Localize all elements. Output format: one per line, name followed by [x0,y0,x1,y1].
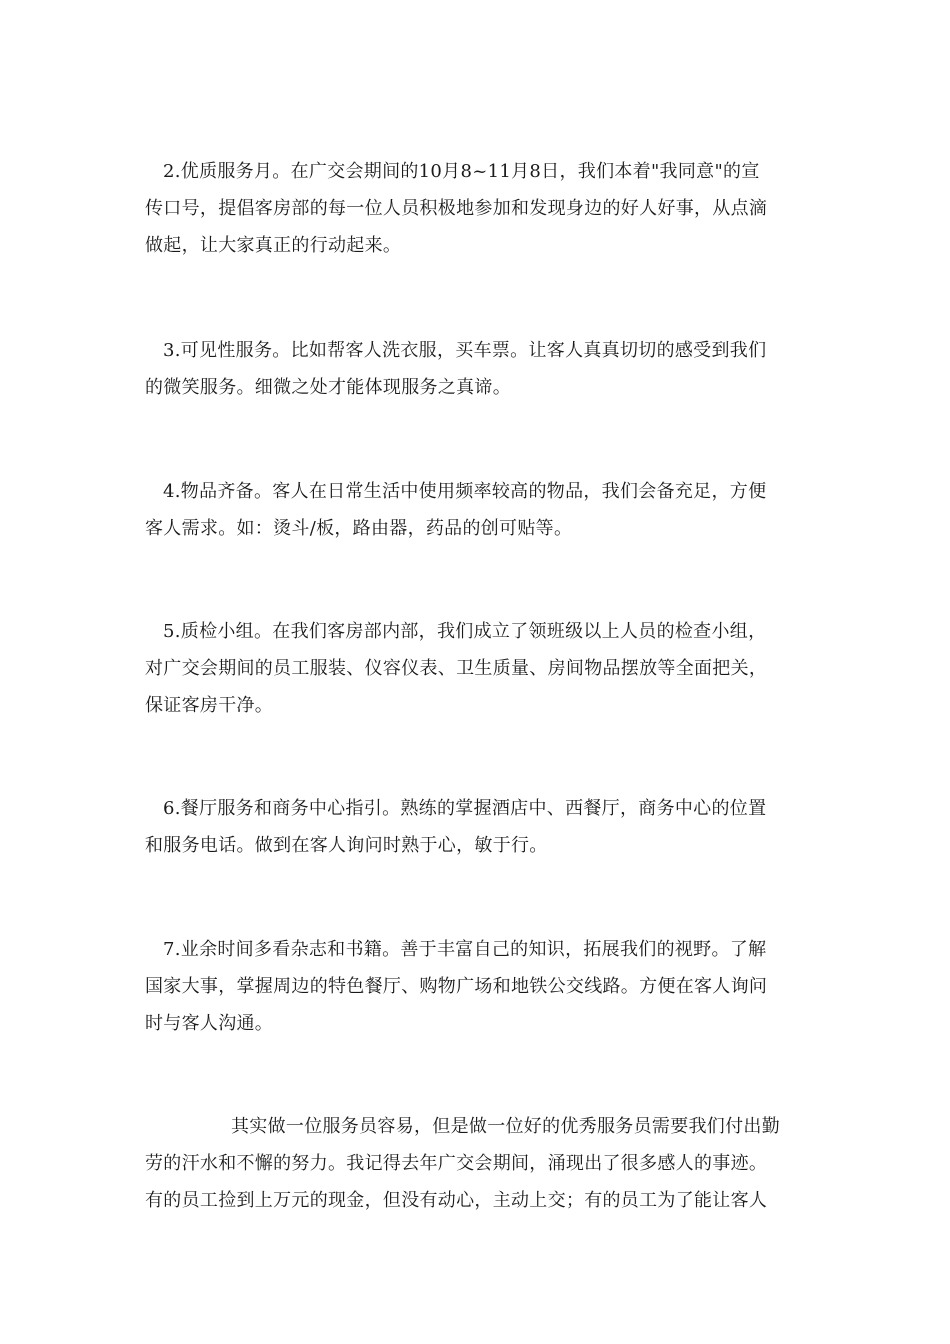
paragraph-item-6 [145,790,810,864]
text-line: 2.优质服务月。在广交会期间的10月8~11月8日，我们本着"我同意"的宣 [163,161,760,182]
text-line: 对广交会期间的员工服装、仪容仪表、卫生质量、房间物品摆放等全面把关， [145,658,768,679]
text-line: 国家大事，掌握周边的特色餐厅、购物广场和地铁公交线路。方便在客人询问 [145,976,768,997]
text-line: 的微笑服务。细微之处才能体现服务之真谛。 [145,377,511,398]
text-line: 有的员工捡到上万元的现金，但没有动心，主动上交；有的员工为了能让客人 [145,1190,768,1211]
paragraph-item-2 [145,153,810,264]
text-line: 时与客人沟通。 [145,1013,274,1034]
text-line: 客人需求。如：烫斗/板，路由器，药品的创可贴等。 [145,518,573,539]
text-line: 保证客房干净。 [145,695,274,716]
paragraph-item-7 [145,931,810,1042]
text-line: 3.可见性服务。比如帮客人洗衣服，买车票。让客人真真切切的感受到我们 [163,340,767,361]
text-line: 5.质检小组。在我们客房部内部，我们成立了领班级以上人员的检查小组， [163,621,767,642]
text-line: 7.业余时间多看杂志和书籍。善于丰富自己的知识，拓展我们的视野。了解 [163,939,767,960]
paragraph-item-3 [145,332,810,406]
text-line: 传口号，提倡客房部的每一位人员积极地参加和发现身边的好人好事，从点滴 [145,198,768,219]
text-line: 6.餐厅服务和商务中心指引。熟练的掌握酒店中、西餐厅，商务中心的位置 [163,798,767,819]
paragraph-item-4 [145,473,810,547]
paragraph-closing [145,1108,810,1219]
text-line: 劳的汗水和不懈的努力。我记得去年广交会期间，涌现出了很多感人的事迹。 [145,1153,768,1174]
text-line: 和服务电话。做到在客人询问时熟于心，敏于行。 [145,835,548,856]
paragraph-item-5 [145,613,810,724]
text-line: 4.物品齐备。客人在日常生活中使用频率较高的物品，我们会备充足，方便 [163,481,767,502]
text-line: 做起，让大家真正的行动起来。 [145,235,402,256]
text-line: 其实做一位服务员容易，但是做一位好的优秀服务员需要我们付出勤 [231,1116,780,1137]
